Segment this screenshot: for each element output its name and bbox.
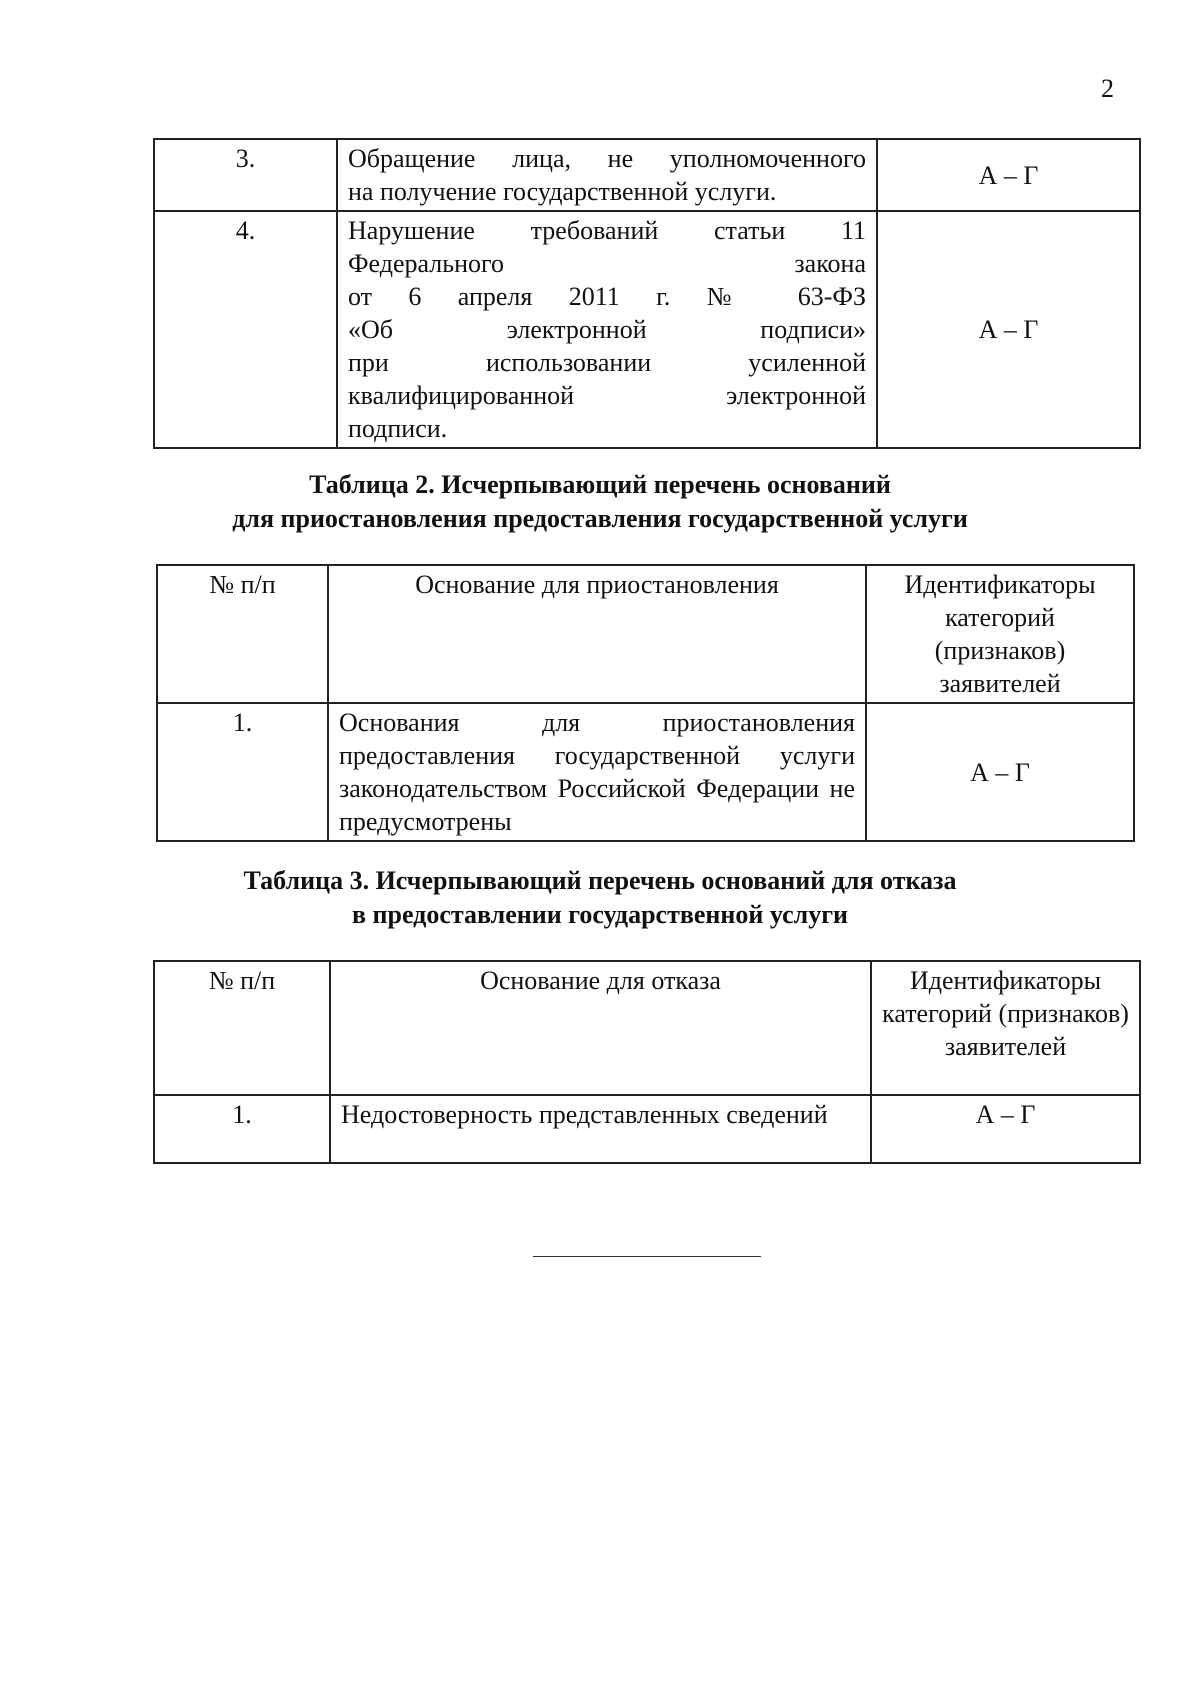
reason-line: «Об электронной подписи»: [348, 315, 866, 344]
row-number: 4.: [154, 211, 337, 448]
table-row: [154, 211, 1140, 448]
row-number: 3.: [154, 139, 337, 211]
table-header-row: [154, 961, 1140, 1095]
end-separator-line: [533, 1256, 761, 1257]
caption-line: для приостановления предоставления государственной услуги: [232, 504, 968, 533]
reason-line: от 6 апреля 2011 г. № 63-ФЗ: [348, 282, 866, 311]
applicant-ids-cell: А – Г: [877, 211, 1140, 448]
reason-cell: [337, 211, 877, 448]
reason-cell: Недостоверность представленных сведений: [330, 1095, 871, 1163]
caption-line: в предоставлении государственной услуги: [351, 900, 848, 929]
header-reason: Основание для отказа: [330, 961, 871, 1095]
reason-line: квалифицированной электронной: [348, 381, 866, 410]
applicant-ids-cell: А – Г: [877, 139, 1140, 211]
applicant-ids-cell: А – Г: [871, 1095, 1140, 1163]
table-2: [156, 564, 1135, 842]
reason-line: Нарушение требований статьи 11: [348, 216, 866, 245]
reason-cell: Основания для приостановления предоставления государственной услуги законодательством Российской Федерации не предусмотрены: [328, 703, 866, 841]
reason-line: при использовании усиленной: [348, 348, 866, 377]
header-applicant-ids: Идентификаторы категорий (признаков) заявителей: [871, 961, 1140, 1095]
header-applicant-ids: Идентификаторы категорий (признаков) заявителей: [866, 565, 1134, 703]
reason-line: Обращение лица, не уполномоченного: [348, 144, 866, 173]
row-number: 1.: [154, 1095, 330, 1163]
row-number: 1.: [157, 703, 328, 841]
caption-line: Таблица 2. Исчерпывающий перечень оснований: [309, 470, 891, 499]
header-reason: Основание для приостановления: [328, 565, 866, 703]
page-number: 2: [1101, 74, 1114, 103]
reason-line: подписи.: [348, 414, 448, 443]
table-2-caption: [0, 468, 1200, 536]
reason-cell: [337, 139, 877, 211]
table-3-caption: [0, 864, 1200, 932]
applicant-ids-cell: А – Г: [866, 703, 1134, 841]
table-row: [154, 139, 1140, 211]
reason-line: на получение государственной услуги.: [348, 177, 777, 206]
table-header-row: [157, 565, 1134, 703]
header-number: № п/п: [154, 961, 330, 1095]
table-1-continued: [153, 138, 1141, 449]
reason-line: Федерального закона: [348, 249, 866, 278]
caption-line: Таблица 3. Исчерпывающий перечень оснований для отказа: [243, 866, 957, 895]
table-row: [154, 1095, 1140, 1163]
table-row: [157, 703, 1134, 841]
table-3: [153, 960, 1141, 1164]
header-number: № п/п: [157, 565, 328, 703]
